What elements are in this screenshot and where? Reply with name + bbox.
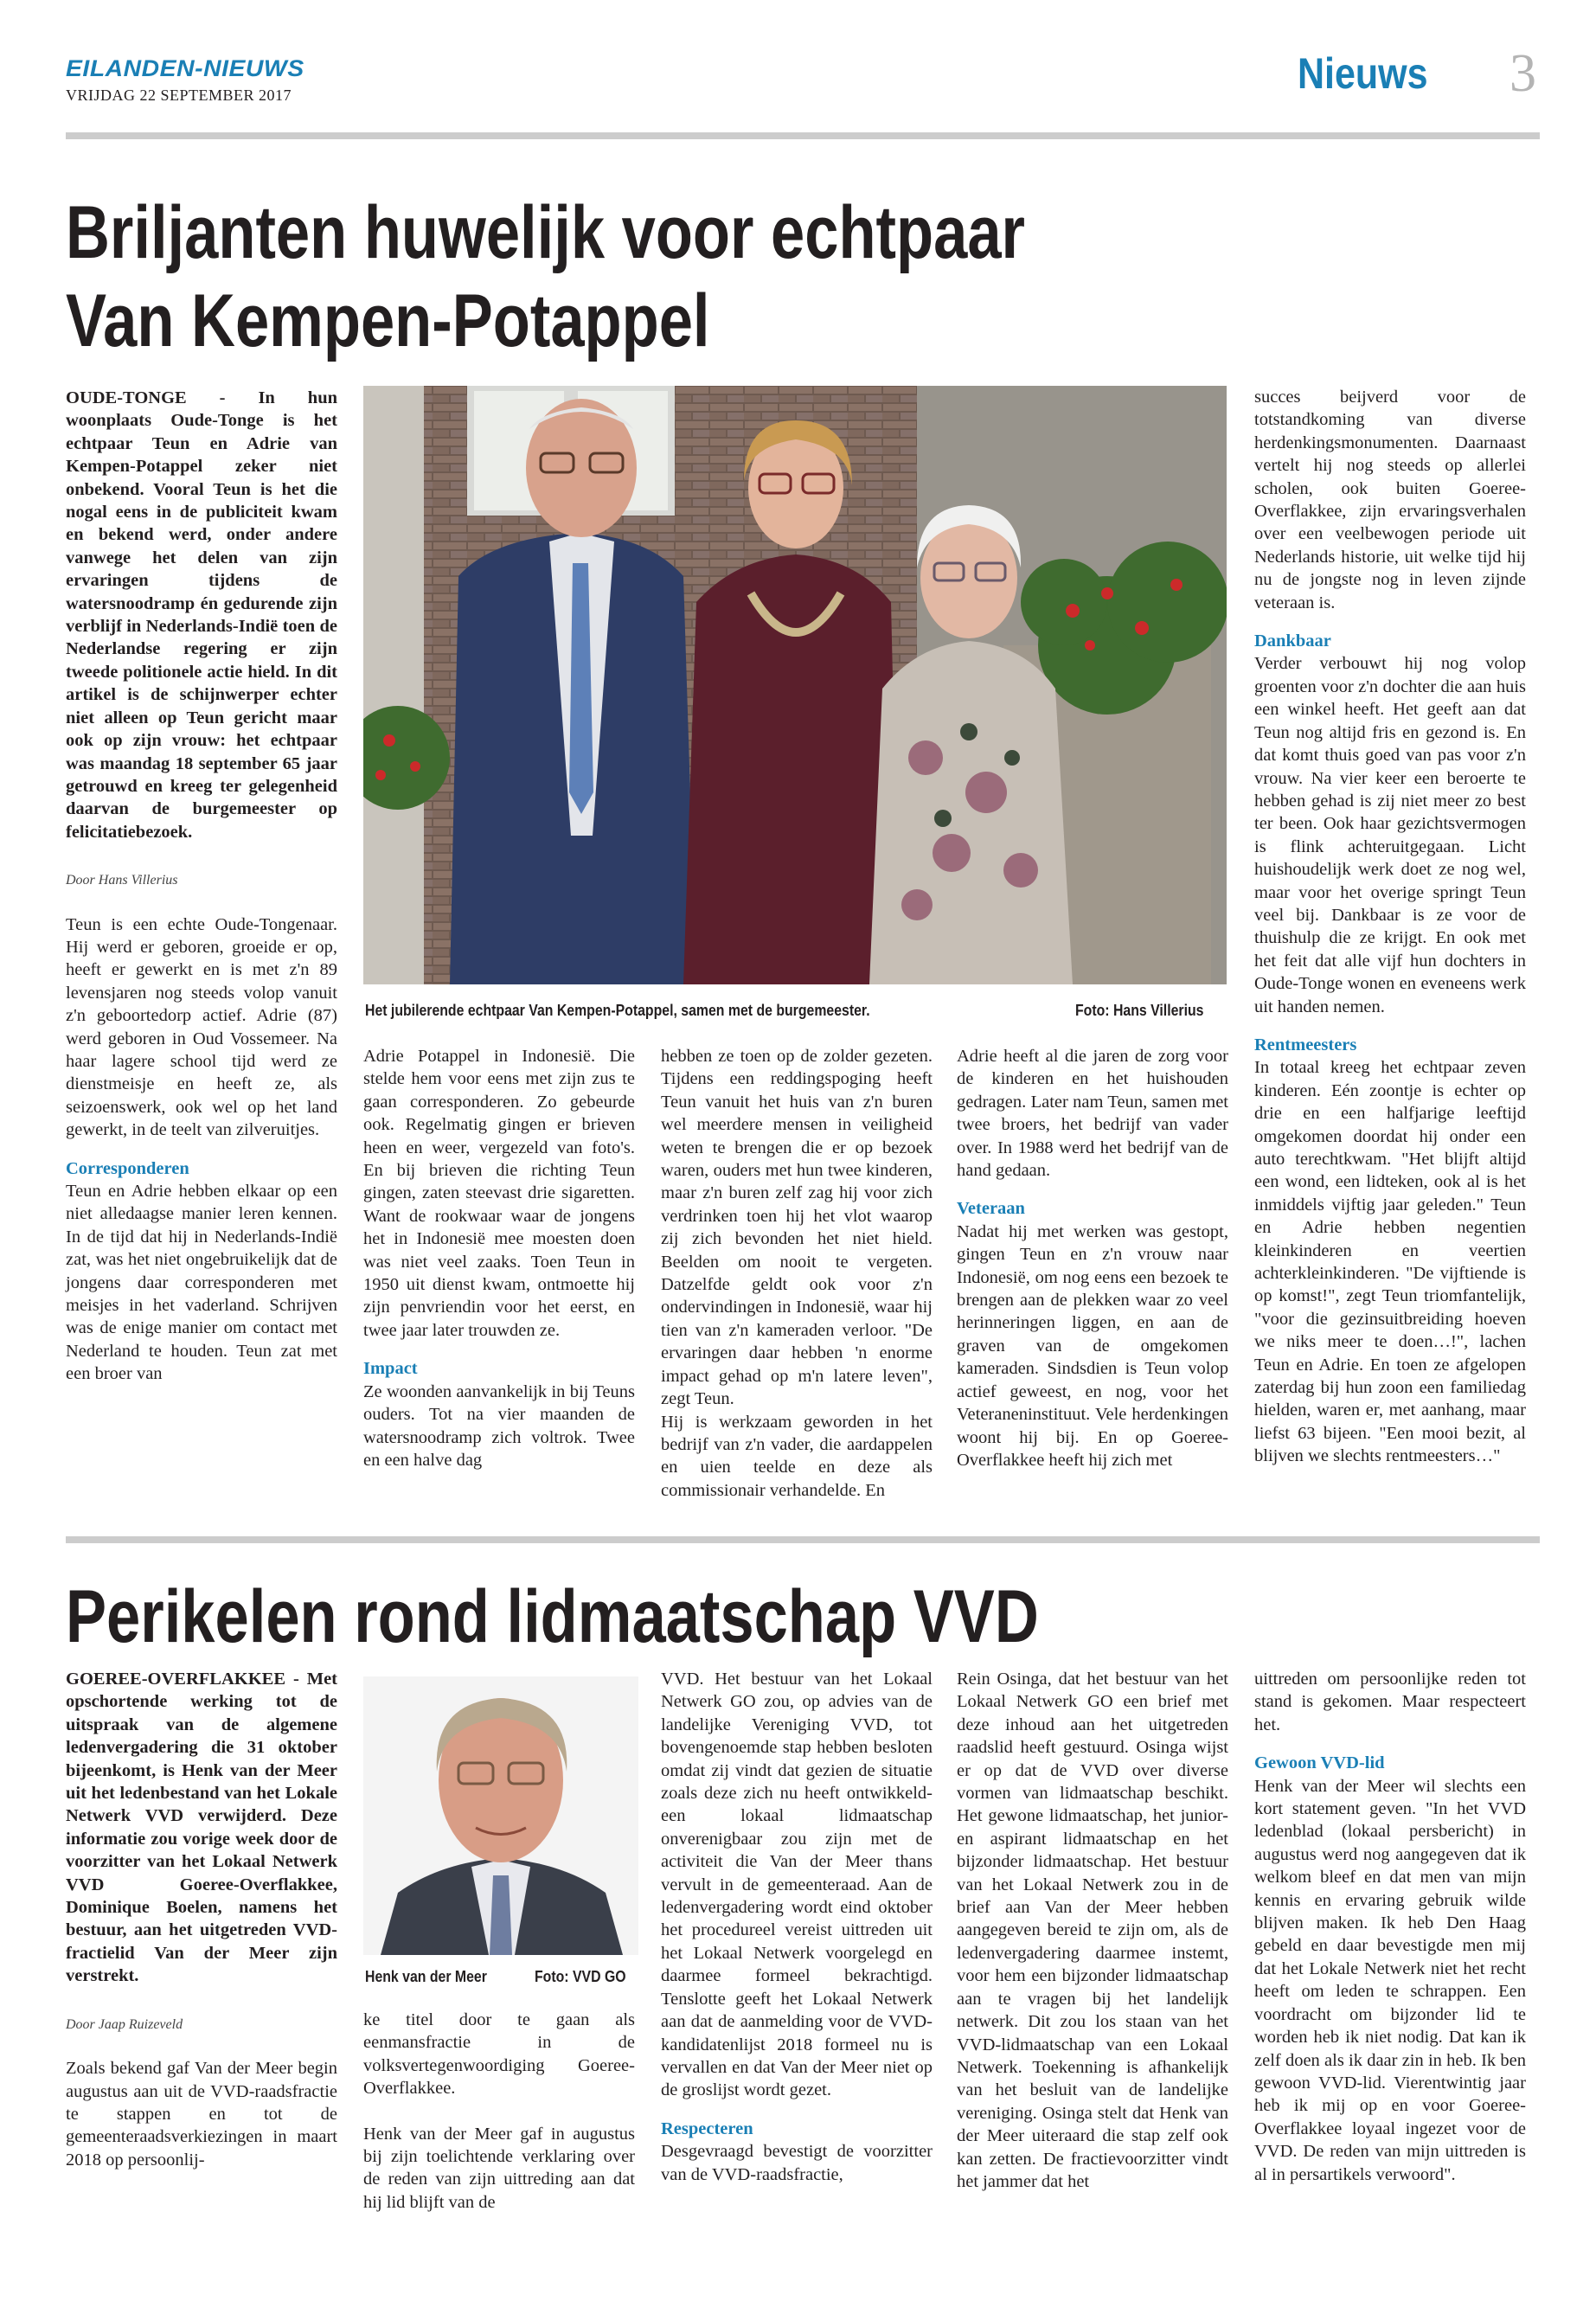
article2-photo-caption: Henk van der Meer [365, 1968, 487, 1985]
article2-column-1 [66, 1668, 337, 2171]
article2-headline: Perikelen rond lidmaatschap VVD [66, 1575, 1039, 1658]
article2-column-3 [661, 1668, 933, 2186]
henk-van-der-meer-portrait [363, 1676, 638, 1955]
article2-subheading-gewoon-vvd-lid: Gewoon VVD-lid [1254, 1753, 1385, 1773]
page-number: 3 [1509, 44, 1536, 103]
article1-paragraph: Nadat hij met werken was gestopt, gingen Teun en z'n vrouw naar Indonesië, om nog eens een bezoek te brengen aan de plekken waar zo veel herinneringen liggen, en aan de graven van de omgekomen kameraden. Sindsdien is Teun volop actief geweest, en nog, voor het Veteraneninstituut. Vele herdenkingen woont hij bij. En op Goeree-Overflakkee heeft hij zich met [957, 1221, 1228, 1470]
header-rule [66, 132, 1540, 139]
article1-byline: Door Hans Villerius [66, 873, 178, 888]
article2-photo [363, 1676, 638, 1955]
article2-column-4 [957, 1668, 1228, 2193]
article2-paragraph: Henk van der Meer wil slechts een kort statement geven. "In het VVD ledenblad (lokaal persbericht) in augustus werd nog aangegeven dat ik welkom bleef en dat men van mijn kennis en ervaring gebruik wilde blijven maken. Ik heb Den Haag gebeld en daar bevestigde men mij dat het Lokale Netwerk niet het recht heeft om leden te schrappen. Een voordracht om bijzonder lid te worden heb ik niet nodig. Dat kan ik zelf doen als ik daar zin in heb. Ik ben gewoon VVD-lid. Vierentwintig jaar heb ik mij op en voor Goeree-Overflakkee loyaal ingezet voor de VVD. De reden van mijn uittreden is al in persartikels verwoord". [1254, 1776, 1526, 2184]
article1-paragraph: In totaal kreeg het echtpaar zeven kinderen. Eén zoontje is echter op drie en een halfjarige leeftijd omgekomen doordat hij onder een auto terechtkwam. "Het blijft altijd een wond, een lidteken, ook al is het inmiddels vijftig jaar geleden." Teun en Adrie hebben negentien kleinkinderen en veertien achterkleinkinderen. "De vijftiende is op komst!", zegt Teun triomfantelijk, "voor die gezinsuitbreiding hoeven we niks meer te doen…!", lachen Teun en Adrie. En toen ze afgelopen zaterdag bij hun zoon een familiedag hielden, waren er, met aanhang, maar liefst 63 bijeen. "Een mooi bezit, al blijven we slechts rentmeesters…" [1254, 1058, 1526, 1466]
article1-paragraph: Teun is een echte Oude-Tongenaar. Hij werd er geboren, groeide er op, heeft er gewerkt en is met z'n 89 levensjaren nog steeds volop vanuit z'n geboortedorp actief. Adrie (87) werd geboren in Oud Vossemeer. Na haar lagere school tijd werd ze dienstmeisje en heeft ze, als seizoenswerk, ook wel op het land gewerkt, in de teelt van zilveruitjes. [66, 914, 337, 1140]
article1-paragraph: Teun en Adrie hebben elkaar op een niet alledaagse manier leren kennen. In de tijd dat hij in Nederlands-Indië zat, was het niet ongebruikelijk dat de jongens daar corresponderen met meisjes in het vaderland. Schrijven was de enige manier om contact met Nederland te houden. Teun zat met een broer van [66, 1182, 337, 1384]
article2-paragraph: VVD. Het bestuur van het Lokaal Netwerk GO zou, op advies van de landelijke Vereniging VVD, tot bovengenoemde stap hebben besloten omdat zij vindt dat gezien de situatie zoals deze zich nu heeft ontwikkeld- een lokaal lidmaatschap onverenigbaar zou zijn met de activiteit die Van der Meer thans vervult in de gemeenteraad. Aan de ledenvergadering wordt eind oktober het procedureel vereist uittreden uit het Lokaal Netwerk voorgelegd en daarmee formeel bekrachtigd. Tenslotte geeft het Lokaal Netwerk aan dat de aanmelding voor de VVD-kandidatenlijst 2018 formeel nu is vervallen en dat Van der Meer niet op de groslijst wordt gezet. [661, 1670, 933, 2100]
article1-paragraph: Verder verbouwt hij nog volop groenten voor z'n dochter die aan huis een winkel heeft. Het geeft aan dat Teun nog altijd fris en gezond is. En dat komt thuis goed van pas voor z'n vrouw. Na vier keer een beroerte te hebben gehad is zij niet meer zo best ter been. Ook haar gezichtsvermogen is flink achteruitgegaan. Licht huishoudelijk werk doet ze nog wel, maar voor het overige springt Teun veel bij. Dankbaar is ze voor de thuishulp die ze krijgt. En ook met het feit dat alle vijf hun dochters in Oude-Tonge wonen en eveneens werk uit handen nemen. [1254, 654, 1526, 1016]
article1-column-2 [363, 1045, 635, 1471]
article2-paragraph: Rein Osinga, dat het bestuur van het Lokaal Netwerk GO een brief met deze inhoud aan het uitgetreden raadslid heeft gestuurd. Osinga wijst er op dat de VVD over diverse vormen van lidmaatschap beschikt. Het gewone lidmaatschap, het junior- en aspirant lidmaatschap en het bijzonder lidmaatschap. Het bestuur van het Lokaal Netwerk zou in de brief aan Van der Meer hebben aangegeven bereid te zijn om, als de ledenvergadering daarmee instemt, voor hem een bijzonder lidmaatschap aan te vragen bij het landelijk netwerk. Dit zou los staan van het VVD-lidmaatschap van een Lokaal Netwerk. Toekenning is afhankelijk van het besluit van de landelijke vereniging. Osinga stelt dat Henk van der Meer uiteraard die stap zelf ook kan zetten. De fractievoorzitter vindt het jammer dat het [957, 1670, 1228, 2191]
article2-paragraph: ke titel door te gaan als eenmansfractie in de volksvertegenwoordiging Goeree-Overflakkee. [363, 2010, 635, 2099]
article1-photo-caption: Het jubilerende echtpaar Van Kempen-Potappel, samen met de burgemeester. [365, 1002, 870, 1019]
article2-photo-credit: Foto: VVD GO [535, 1968, 626, 1985]
article1-paragraph: Ze woonden aanvankelijk in bij Teuns ouders. Tot na vier maanden de watersnoodramp zich voltrok. Twee en een halve dag [363, 1381, 635, 1470]
article2-paragraph: Desgevraagd bevestigt de voorzitter van de VVD-raadsfractie, [661, 2142, 933, 2184]
article1-paragraph: Adrie heeft al die jaren de zorg voor de kinderen en het huishouden gedragen. Later nam Teun, samen met twee broers, het bedrijf van vader over. In 1988 werd het bedrijf van de hand gedaan. [957, 1047, 1228, 1181]
article2-paragraph: uittreden om persoonlijke reden tot stand is gekomen. Maar respecteert het. [1254, 1670, 1526, 1734]
article2-lead: GOEREE-OVERFLAKKEE - Met opschortende werking tot de uitspraak van de algemene ledenvergadering die 31 oktober bijeenkomt, is Henk van der Meer uit het ledenbestand van het Lokale Netwerk VVD verwijderd. Deze informatie zou vorige week door de voorzitter van het Lokaal Netwerk VVD Goeree-Overflakkee, Dominique Boelen, namens het bestuur, aan het uitgetreden VVD-fractielid Van der Meer zijn verstrekt. [66, 1670, 337, 1986]
article1-subheading-rentmeesters: Rentmeesters [1254, 1035, 1357, 1054]
article1-photo [363, 386, 1227, 984]
issue-date: VRIJDAG 22 SEPTEMBER 2017 [66, 87, 292, 104]
article1-subheading-impact: Impact [363, 1359, 418, 1379]
article2-subheading-respecteren: Respecteren [661, 2118, 753, 2138]
article1-paragraph: Adrie Potappel in Indonesië. Die stelde hem voor eens met zijn zus te gaan corresponderen. Zo gebeurde ook. Regelmatig gingen er brieven heen en weer, vergezeld van foto's. En bij brieven die richting Teun gingen, zaten steevast drie sigaretten. Want de rookwaar waar de jongens het in Indonesië mee moesten doen was niet veel zaaks. Toen Teun in 1950 uit dienst kwam, ontmoette hij zijn penvriendin voor het eerst, en twee jaar later trouwden ze. [363, 1047, 635, 1340]
article-divider-rule [66, 1536, 1540, 1543]
article1-column-1 [66, 387, 337, 1386]
couple-with-mayor-photo [363, 386, 1227, 984]
article1-headline-line1: Briljanten huwelijk voor echtpaar [66, 191, 1026, 274]
article1-subheading-corresponderen: Corresponderen [66, 1158, 189, 1178]
article1-paragraph: hebben ze toen op de zolder gezeten. Tijdens een reddingspoging heeft Teun vanuit het huis van z'n buren wel meerdere mensen in veiligheid weten te brengen die er op bezoek waren, ouders met hun twee kinderen, maar z'n buren zelf zag hij voor zich verdrinken toen hij het vlot waarop zij zich bevonden het niet hield. Beelden om nooit te vergeten. Datzelfde geldt ook voor z'n ondervindingen in Indonesië, waar hij tien van z'n kameraden verloor. "De ervaringen daar hebben 'n enorme impact gehad op m'n latere leven", zegt Teun. [661, 1047, 933, 1409]
section-title: Nieuws [1298, 49, 1428, 98]
article2-paragraph: Zoals bekend gaf Van der Meer begin augustus aan uit de VVD-raadsfractie te stappen en tot de gemeenteraadsverkiezingen in maart 2018 op persoonlij- [66, 2059, 337, 2170]
article1-lead: OUDE-TONGE - In hun woonplaats Oude-Tonge is het echtpaar Teun en Adrie van Kempen-Potappel zeker niet onbekend. Vooral Teun is het die nogal eens in de publiciteit kwam en bekend werd, onder andere vanwege het delen van zijn ervaringen tijdens de watersnoodramp én gedurende zijn verblijf in Nederlands-Indië toen de Nederlandse regering er zijn tweede politionele actie hield. In dit artikel is de schijnwerper echter niet alleen op Teun gericht maar ook op zijn vrouw: het echtpaar was maandag 18 september 65 jaar getrouwd en kreeg ter gelegenheid daarvan de burgemeester op felicitatiebezoek. [66, 388, 337, 842]
article1-column-4 [957, 1045, 1228, 1471]
article2-column-5 [1254, 1668, 1526, 2186]
article1-column-3 [661, 1045, 933, 1502]
article2-byline: Door Jaap Ruizeveld [66, 2016, 183, 2032]
masthead-logo: EILANDEN-NIEUWS [66, 55, 304, 81]
article1-paragraph: succes beijverd voor de totstandkoming van diverse herdenkingsmonumenten. Daarnaast vertelt hij nog steeds op allerlei scholen, ook buiten Goeree-Overflakkee, zijn ervaringsverhalen over een veelbewogen periode uit Nederlands historie, uit welke tijd hij nu de jongste nog in leven zijnde veteraan is. [1254, 388, 1526, 612]
article1-subheading-dankbaar: Dankbaar [1254, 631, 1331, 651]
article1-headline-line2: Van Kempen-Potappel [66, 279, 710, 362]
article1-subheading-veteraan: Veteraan [957, 1199, 1025, 1219]
article1-photo-credit: Foto: Hans Villerius [1075, 1002, 1204, 1019]
article2-paragraph: Henk van der Meer gaf in augustus bij zijn toelichtende verklaring over de reden van zijn uittreding aan dat hij lid blijft van de [363, 2124, 635, 2212]
article1-column-5 [1254, 386, 1526, 1468]
article2-column-2 [363, 2009, 635, 2214]
article1-paragraph: Hij is werkzaam geworden in het bedrijf van z'n vader, die aardappelen en uien teelde en deze als commissionair verhandelde. En [661, 1412, 933, 1500]
